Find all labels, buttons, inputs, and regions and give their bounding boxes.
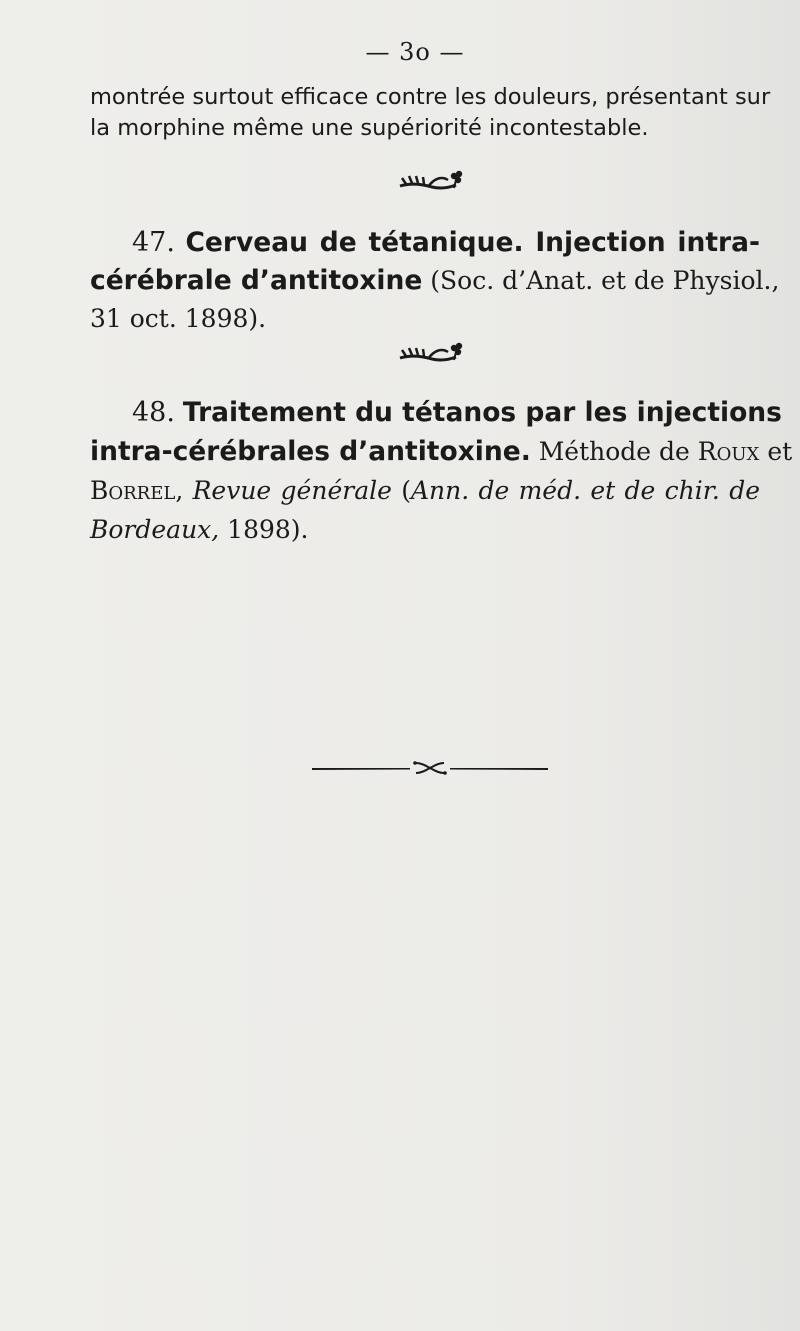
entry-47-line-2 — [90, 262, 780, 300]
journal-full-title: Ann. de méd. et de chir. de — [410, 476, 760, 505]
entry-number: 48. — [132, 397, 175, 428]
entry-text: , — [175, 476, 193, 505]
journal-title: Revue générale — [192, 476, 392, 505]
entry-47-line-1 — [90, 224, 760, 262]
journal-city: Bordeaux, — [90, 515, 220, 544]
entry-48-line-1 — [90, 393, 782, 432]
continued-line-1: montrée surtout efficace contre les douleurs, présentant sur — [90, 84, 771, 110]
page-number: — 3o — — [365, 38, 465, 66]
bibliography-entry-47 — [90, 224, 780, 338]
bibliography-entry-48 — [90, 393, 793, 549]
entry-text: ( — [391, 476, 411, 505]
entry-text: Méthode de — [530, 437, 698, 466]
author-name: Roux — [697, 437, 760, 466]
continued-paragraph — [90, 82, 771, 144]
entry-title-continued: cérébrale d’antitoxine — [90, 265, 423, 296]
entry-48-line-4 — [90, 510, 760, 549]
publication-year: 1898). — [219, 515, 309, 544]
fleuron-ornament-icon — [398, 168, 468, 194]
fleuron-ornament-icon — [398, 340, 468, 366]
entry-title: Cerveau de tétanique. Injection intra- — [185, 227, 760, 258]
entry-number: 47. — [132, 227, 175, 258]
author-name: Borrel — [90, 476, 176, 505]
entry-text: et — [759, 437, 793, 466]
entry-48-line-3 — [90, 471, 760, 510]
entry-48-line-2 — [90, 432, 793, 471]
entry-title: Traitement du tétanos par les injections — [182, 397, 782, 428]
tailpiece-rule-icon — [312, 754, 548, 782]
entry-47-line-3: 31 oct. 1898). — [90, 304, 267, 333]
entry-source: (Soc. d’Anat. et de Physiol., — [422, 266, 780, 295]
continued-line-2: la morphine même une supériorité incontestable. — [90, 115, 649, 141]
entry-title-continued: intra-cérébrales d’antitoxine. — [90, 436, 531, 467]
